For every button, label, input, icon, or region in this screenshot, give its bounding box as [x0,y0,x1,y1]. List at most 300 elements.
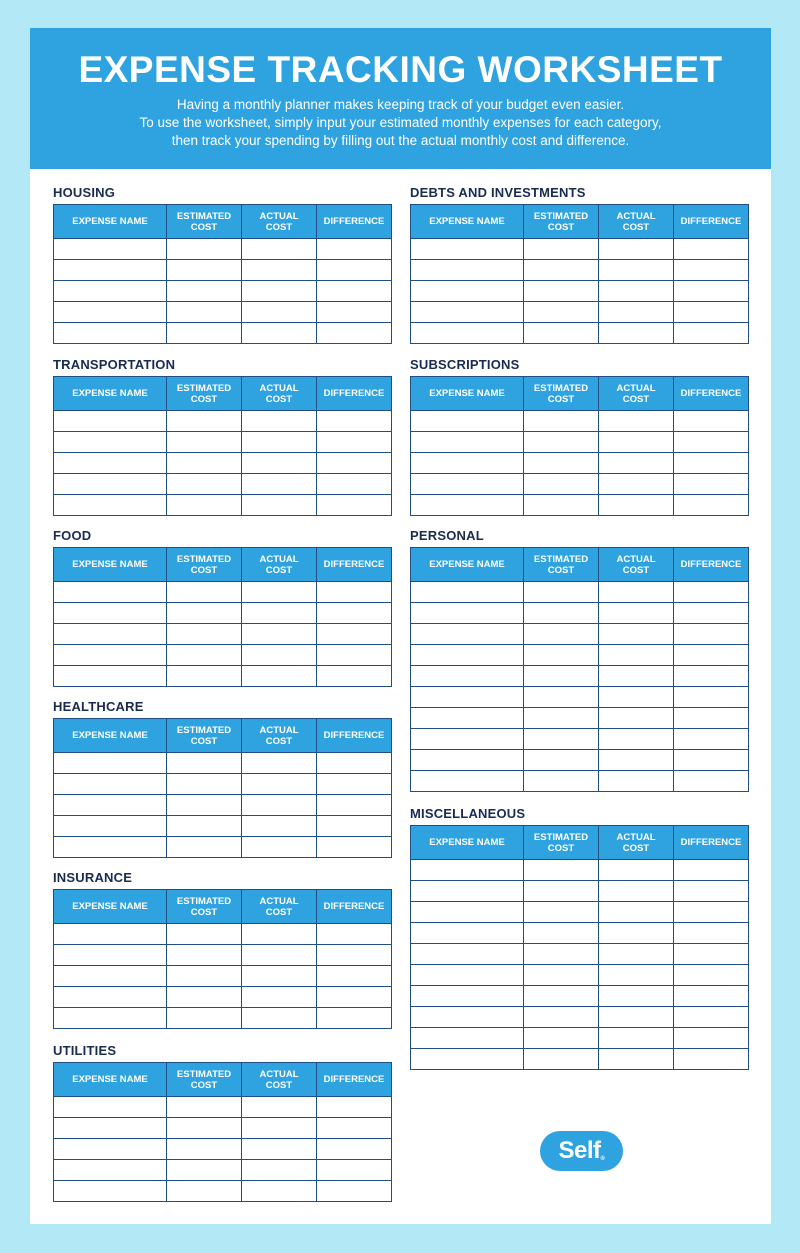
estimated-cost-cell[interactable] [524,495,599,516]
expense-name-cell[interactable] [411,729,524,750]
actual-cost-cell[interactable] [242,645,317,666]
expense-name-header: EXPENSE NAME [54,1063,167,1097]
estimated-cost-cell[interactable] [524,645,599,666]
estimated-cost-cell[interactable] [524,1028,599,1049]
actual-cost-cell[interactable] [242,302,317,323]
actual-cost-header: ACTUAL COST [242,1063,317,1097]
estimated-cost-cell[interactable] [524,411,599,432]
expense-name-cell[interactable] [54,1097,167,1118]
expense-name-cell[interactable] [411,239,524,260]
expense-name-cell[interactable] [411,281,524,302]
difference-cell[interactable] [317,1008,392,1029]
difference-cell[interactable] [317,323,392,344]
intro-line: To use the worksheet, simply input your estimated monthly expenses for each category, [139,115,662,130]
difference-cell[interactable] [317,495,392,516]
estimated-cost-cell[interactable] [167,474,242,495]
actual-cost-cell[interactable] [242,1160,317,1181]
expense-table [53,204,392,344]
actual-cost-cell[interactable] [599,771,674,792]
estimated-cost-cell[interactable] [524,944,599,965]
difference-cell[interactable] [674,495,749,516]
expense-name-cell[interactable] [411,645,524,666]
difference-cell[interactable] [674,645,749,666]
actual-cost-cell[interactable] [599,687,674,708]
expense-name-cell[interactable] [411,1049,524,1070]
estimated-cost-cell[interactable] [167,987,242,1008]
section-utilities [53,1042,391,1202]
difference-cell[interactable] [674,729,749,750]
actual-cost-cell[interactable] [599,474,674,495]
estimated-cost-cell[interactable] [524,624,599,645]
expense-name-cell[interactable] [54,774,167,795]
actual-cost-cell[interactable] [242,987,317,1008]
estimated-cost-cell[interactable] [167,281,242,302]
actual-cost-cell[interactable] [242,239,317,260]
actual-cost-header: ACTUAL COST [242,719,317,753]
actual-cost-cell[interactable] [599,411,674,432]
actual-cost-cell[interactable] [242,924,317,945]
table-row [54,495,392,516]
expense-name-cell[interactable] [54,837,167,858]
actual-cost-cell[interactable] [599,902,674,923]
table-row [411,986,749,1007]
expense-name-cell[interactable] [411,881,524,902]
estimated-cost-cell[interactable] [167,774,242,795]
estimated-cost-cell[interactable] [524,986,599,1007]
expense-name-cell[interactable] [54,260,167,281]
intro-text [30,96,771,150]
estimated-cost-cell[interactable] [167,260,242,281]
actual-cost-cell[interactable] [242,582,317,603]
table-row [411,582,749,603]
actual-cost-cell[interactable] [242,1097,317,1118]
expense-name-cell[interactable] [411,750,524,771]
actual-cost-header: ACTUAL COST [242,205,317,239]
actual-cost-cell[interactable] [599,965,674,986]
table-row [54,323,392,344]
expense-name-cell[interactable] [411,432,524,453]
expense-name-cell[interactable] [411,923,524,944]
estimated-cost-cell[interactable] [524,302,599,323]
estimated-cost-cell[interactable] [167,966,242,987]
estimated-cost-cell[interactable] [167,1181,242,1202]
expense-name-cell[interactable] [54,1139,167,1160]
expense-name-cell[interactable] [411,687,524,708]
actual-cost-cell[interactable] [242,474,317,495]
estimated-cost-cell[interactable] [524,603,599,624]
actual-cost-cell[interactable] [599,1028,674,1049]
difference-cell[interactable] [674,453,749,474]
actual-cost-cell[interactable] [599,582,674,603]
estimated-cost-cell[interactable] [524,902,599,923]
actual-cost-cell[interactable] [599,860,674,881]
expense-name-cell[interactable] [54,1118,167,1139]
actual-cost-cell[interactable] [599,432,674,453]
table-row [411,1049,749,1070]
difference-cell[interactable] [317,474,392,495]
estimated-cost-cell[interactable] [524,687,599,708]
difference-cell[interactable] [317,774,392,795]
expense-name-cell[interactable] [411,302,524,323]
difference-cell[interactable] [674,1007,749,1028]
table-row [54,753,392,774]
estimated-cost-cell[interactable] [524,323,599,344]
table-row [54,645,392,666]
estimated-cost-cell[interactable] [167,1097,242,1118]
estimated-cost-cell[interactable] [524,965,599,986]
estimated-cost-cell[interactable] [524,750,599,771]
actual-cost-cell[interactable] [599,750,674,771]
actual-cost-cell[interactable] [242,837,317,858]
difference-cell[interactable] [317,945,392,966]
difference-cell[interactable] [317,666,392,687]
expense-name-header: EXPENSE NAME [54,377,167,411]
expense-name-cell[interactable] [54,1160,167,1181]
difference-cell[interactable] [674,902,749,923]
estimated-cost-cell[interactable] [524,771,599,792]
expense-table [410,204,749,344]
table-row [54,1097,392,1118]
difference-cell[interactable] [317,281,392,302]
actual-cost-cell[interactable] [242,624,317,645]
difference-cell[interactable] [317,837,392,858]
estimated-cost-cell[interactable] [167,624,242,645]
actual-cost-cell[interactable] [599,1007,674,1028]
estimated-cost-cell[interactable] [524,729,599,750]
difference-cell[interactable] [317,1118,392,1139]
table-row [54,837,392,858]
expense-name-cell[interactable] [411,260,524,281]
actual-cost-cell[interactable] [599,986,674,1007]
estimated-cost-cell[interactable] [167,302,242,323]
estimated-cost-header: ESTIMATED COST [524,548,599,582]
actual-cost-cell[interactable] [599,281,674,302]
expense-name-cell[interactable] [411,582,524,603]
section-title: PERSONAL [410,528,484,543]
difference-cell[interactable] [674,965,749,986]
expense-name-cell[interactable] [411,453,524,474]
difference-cell[interactable] [674,624,749,645]
estimated-cost-cell[interactable] [167,1160,242,1181]
section-title: SUBSCRIPTIONS [410,357,520,372]
difference-cell[interactable] [317,966,392,987]
actual-cost-cell[interactable] [599,495,674,516]
expense-name-header: EXPENSE NAME [54,890,167,924]
expense-name-cell[interactable] [54,432,167,453]
actual-cost-cell[interactable] [242,774,317,795]
difference-cell[interactable] [317,260,392,281]
difference-cell[interactable] [674,302,749,323]
difference-cell[interactable] [674,260,749,281]
table-header-row [411,826,749,860]
actual-cost-cell[interactable] [599,603,674,624]
estimated-cost-cell[interactable] [167,645,242,666]
expense-name-cell[interactable] [411,495,524,516]
difference-cell[interactable] [317,432,392,453]
difference-cell[interactable] [674,411,749,432]
table-row [54,281,392,302]
expense-name-header: EXPENSE NAME [54,719,167,753]
estimated-cost-cell[interactable] [167,753,242,774]
difference-cell[interactable] [317,411,392,432]
table-row [411,923,749,944]
estimated-cost-cell[interactable] [167,323,242,344]
actual-cost-cell[interactable] [242,945,317,966]
estimated-cost-cell[interactable] [524,708,599,729]
estimated-cost-cell[interactable] [167,816,242,837]
expense-name-cell[interactable] [54,281,167,302]
estimated-cost-cell[interactable] [167,1118,242,1139]
actual-cost-cell[interactable] [242,1118,317,1139]
difference-cell[interactable] [674,474,749,495]
difference-cell[interactable] [674,860,749,881]
actual-cost-cell[interactable] [242,260,317,281]
table-header-row [411,377,749,411]
expense-name-cell[interactable] [54,816,167,837]
difference-header: DIFFERENCE [674,377,749,411]
expense-name-cell[interactable] [411,1007,524,1028]
table-header-row [54,719,392,753]
expense-name-cell[interactable] [54,666,167,687]
actual-cost-cell[interactable] [242,453,317,474]
worksheet-card [30,28,771,1224]
actual-cost-header: ACTUAL COST [242,890,317,924]
expense-name-cell[interactable] [411,986,524,1007]
estimated-cost-header: ESTIMATED COST [524,826,599,860]
table-row [411,260,749,281]
table-row [411,860,749,881]
estimated-cost-cell[interactable] [524,1007,599,1028]
estimated-cost-cell[interactable] [524,881,599,902]
difference-cell[interactable] [674,923,749,944]
actual-cost-cell[interactable] [599,729,674,750]
actual-cost-cell[interactable] [242,816,317,837]
expense-name-cell[interactable] [54,603,167,624]
expense-name-cell[interactable] [411,1028,524,1049]
difference-cell[interactable] [674,1028,749,1049]
table-row [411,750,749,771]
expense-name-cell[interactable] [411,323,524,344]
estimated-cost-cell[interactable] [524,281,599,302]
intro-line: Having a monthly planner makes keeping track of your budget even easier. [176,97,625,112]
estimated-cost-cell[interactable] [167,582,242,603]
registered-mark: ® [600,1156,605,1162]
actual-cost-cell[interactable] [599,645,674,666]
expense-name-cell[interactable] [54,1181,167,1202]
actual-cost-cell[interactable] [599,881,674,902]
estimated-cost-cell[interactable] [167,945,242,966]
actual-cost-cell[interactable] [599,944,674,965]
expense-name-cell[interactable] [411,624,524,645]
table-row [54,795,392,816]
table-row [411,281,749,302]
estimated-cost-header: ESTIMATED COST [167,548,242,582]
estimated-cost-cell[interactable] [524,1049,599,1070]
difference-cell[interactable] [674,771,749,792]
table-row [54,603,392,624]
estimated-cost-cell[interactable] [167,837,242,858]
actual-cost-cell[interactable] [242,603,317,624]
expense-name-cell[interactable] [411,666,524,687]
estimated-cost-cell[interactable] [524,923,599,944]
actual-cost-cell[interactable] [242,432,317,453]
actual-cost-cell[interactable] [599,708,674,729]
difference-cell[interactable] [674,986,749,1007]
difference-cell[interactable] [317,1181,392,1202]
actual-cost-cell[interactable] [242,281,317,302]
table-header-row [54,890,392,924]
actual-cost-cell[interactable] [599,453,674,474]
table-row [411,666,749,687]
expense-name-cell[interactable] [54,239,167,260]
estimated-cost-cell[interactable] [167,924,242,945]
estimated-cost-cell[interactable] [167,1139,242,1160]
difference-cell[interactable] [674,687,749,708]
expense-name-cell[interactable] [411,860,524,881]
estimated-cost-cell[interactable] [167,453,242,474]
expense-name-cell[interactable] [54,624,167,645]
estimated-cost-cell[interactable] [524,260,599,281]
estimated-cost-cell[interactable] [167,495,242,516]
expense-name-cell[interactable] [54,474,167,495]
actual-cost-cell[interactable] [599,1049,674,1070]
expense-name-cell[interactable] [54,323,167,344]
actual-cost-cell[interactable] [242,753,317,774]
actual-cost-cell[interactable] [242,666,317,687]
section-personal [410,527,748,792]
difference-cell[interactable] [317,645,392,666]
estimated-cost-cell[interactable] [524,582,599,603]
estimated-cost-cell[interactable] [524,239,599,260]
expense-name-cell[interactable] [411,708,524,729]
section-title: TRANSPORTATION [53,357,176,372]
difference-cell[interactable] [317,1139,392,1160]
actual-cost-cell[interactable] [242,966,317,987]
expense-name-cell[interactable] [411,944,524,965]
actual-cost-cell[interactable] [599,302,674,323]
difference-cell[interactable] [674,750,749,771]
difference-cell[interactable] [317,1097,392,1118]
table-header-row [54,1063,392,1097]
difference-cell[interactable] [317,603,392,624]
expense-name-cell[interactable] [411,603,524,624]
actual-cost-cell[interactable] [599,624,674,645]
expense-name-cell[interactable] [54,1008,167,1029]
difference-cell[interactable] [317,302,392,323]
estimated-cost-cell[interactable] [167,1008,242,1029]
expense-name-cell[interactable] [54,453,167,474]
estimated-cost-cell[interactable] [167,411,242,432]
estimated-cost-cell[interactable] [167,795,242,816]
actual-cost-cell[interactable] [242,495,317,516]
difference-cell[interactable] [317,987,392,1008]
actual-cost-cell[interactable] [599,260,674,281]
actual-cost-cell[interactable] [599,666,674,687]
estimated-cost-header: ESTIMATED COST [524,377,599,411]
table-row [411,944,749,965]
difference-cell[interactable] [674,944,749,965]
estimated-cost-cell[interactable] [524,474,599,495]
estimated-cost-cell[interactable] [167,666,242,687]
expense-name-cell[interactable] [411,902,524,923]
estimated-cost-cell[interactable] [524,666,599,687]
section-insurance [53,869,391,1029]
difference-cell[interactable] [674,1049,749,1070]
expense-name-cell[interactable] [54,966,167,987]
difference-cell[interactable] [317,239,392,260]
difference-cell[interactable] [674,708,749,729]
expense-name-cell[interactable] [54,795,167,816]
actual-cost-cell[interactable] [242,1181,317,1202]
expense-name-cell[interactable] [54,924,167,945]
difference-cell[interactable] [317,453,392,474]
expense-name-cell[interactable] [54,495,167,516]
estimated-cost-cell[interactable] [167,603,242,624]
difference-header: DIFFERENCE [317,205,392,239]
actual-cost-cell[interactable] [599,923,674,944]
difference-cell[interactable] [674,432,749,453]
expense-name-cell[interactable] [411,411,524,432]
difference-cell[interactable] [674,666,749,687]
difference-cell[interactable] [317,624,392,645]
estimated-cost-cell[interactable] [167,239,242,260]
estimated-cost-cell[interactable] [524,432,599,453]
expense-name-cell[interactable] [54,645,167,666]
actual-cost-cell[interactable] [242,795,317,816]
expense-name-cell[interactable] [54,753,167,774]
estimated-cost-cell[interactable] [524,453,599,474]
section-healthcare [53,698,391,858]
difference-cell[interactable] [317,924,392,945]
difference-cell[interactable] [674,582,749,603]
difference-cell[interactable] [317,795,392,816]
actual-cost-cell[interactable] [242,323,317,344]
difference-cell[interactable] [674,323,749,344]
estimated-cost-cell[interactable] [524,860,599,881]
section-title: FOOD [53,528,92,543]
actual-cost-cell[interactable] [242,411,317,432]
expense-table [53,889,392,1029]
difference-header: DIFFERENCE [674,548,749,582]
expense-name-cell[interactable] [54,411,167,432]
expense-name-cell[interactable] [54,582,167,603]
difference-cell[interactable] [317,753,392,774]
expense-name-cell[interactable] [54,987,167,1008]
actual-cost-cell[interactable] [599,323,674,344]
expense-name-header: EXPENSE NAME [411,826,524,860]
actual-cost-cell[interactable] [599,239,674,260]
expense-table [53,1062,392,1202]
expense-name-cell[interactable] [411,771,524,792]
estimated-cost-cell[interactable] [167,432,242,453]
difference-cell[interactable] [674,239,749,260]
expense-name-cell[interactable] [54,302,167,323]
actual-cost-cell[interactable] [242,1008,317,1029]
expense-name-cell[interactable] [411,474,524,495]
estimated-cost-header: ESTIMATED COST [167,719,242,753]
table-row [54,1181,392,1202]
actual-cost-cell[interactable] [242,1139,317,1160]
difference-cell[interactable] [674,281,749,302]
difference-cell[interactable] [317,816,392,837]
difference-cell[interactable] [317,1160,392,1181]
expense-name-cell[interactable] [54,945,167,966]
difference-cell[interactable] [674,881,749,902]
difference-cell[interactable] [317,582,392,603]
expense-name-cell[interactable] [411,965,524,986]
difference-cell[interactable] [674,603,749,624]
table-row [54,260,392,281]
